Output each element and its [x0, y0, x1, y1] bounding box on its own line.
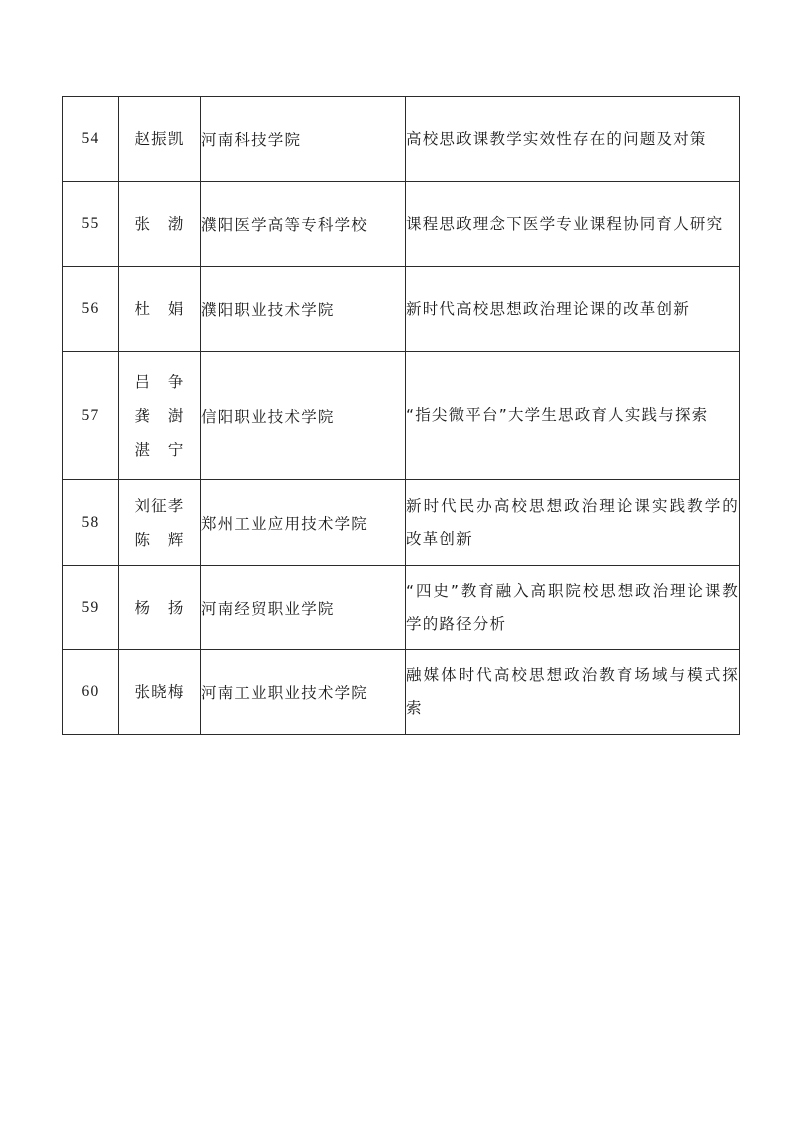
author-name: 张 渤 — [134, 215, 185, 233]
paper-title: 新时代民办高校思想政治理论课实践教学的改革创新 — [406, 480, 740, 566]
paper-title: 新时代高校思想政治理论课的改革创新 — [406, 267, 740, 352]
author-names — [119, 267, 201, 352]
row-number: 54 — [63, 97, 119, 182]
institution: 濮阳职业技术学院 — [201, 267, 406, 352]
table-row — [63, 650, 740, 735]
institution: 信阳职业技术学院 — [201, 352, 406, 480]
author-names — [119, 352, 201, 480]
table-row — [63, 480, 740, 566]
institution: 濮阳医学高等专科学校 — [201, 182, 406, 267]
table-row — [63, 182, 740, 267]
author-names — [119, 97, 201, 182]
row-number: 59 — [63, 566, 119, 650]
author-name: 刘征孝 — [134, 496, 185, 515]
award-list-table — [62, 96, 740, 735]
author-name: 湛 宁 — [134, 440, 185, 459]
author-names — [119, 650, 201, 735]
author-name: 杨 扬 — [134, 598, 185, 617]
author-name: 张晓梅 — [134, 683, 185, 701]
table-row — [63, 267, 740, 352]
institution: 河南科技学院 — [201, 97, 406, 182]
row-number: 58 — [63, 480, 119, 566]
institution: 河南工业职业技术学院 — [201, 650, 406, 735]
table-row — [63, 97, 740, 182]
author-name: 赵振凯 — [134, 130, 185, 148]
table-row — [63, 566, 740, 650]
institution: 河南经贸职业学院 — [201, 566, 406, 650]
author-names — [119, 566, 201, 650]
paper-title: “四史”教育融入高职院校思想政治理论课教学的路径分析 — [406, 566, 740, 650]
row-number: 60 — [63, 650, 119, 735]
author-name: 杜 娟 — [134, 300, 185, 318]
row-number: 56 — [63, 267, 119, 352]
row-number: 57 — [63, 352, 119, 480]
institution: 郑州工业应用技术学院 — [201, 480, 406, 566]
paper-title: 课程思政理念下医学专业课程协同育人研究 — [406, 182, 740, 267]
paper-title: 融媒体时代高校思想政治教育场域与模式探索 — [406, 650, 740, 735]
table-row — [63, 352, 740, 480]
paper-title: “指尖微平台”大学生思政育人实践与探索 — [406, 352, 740, 480]
paper-title: 高校思政课教学实效性存在的问题及对策 — [406, 97, 740, 182]
author-names — [119, 480, 201, 566]
row-number: 55 — [63, 182, 119, 267]
author-name: 龚 澍 — [134, 406, 185, 425]
author-name: 吕 争 — [134, 372, 185, 391]
author-names — [119, 182, 201, 267]
author-name: 陈 辉 — [134, 530, 185, 549]
